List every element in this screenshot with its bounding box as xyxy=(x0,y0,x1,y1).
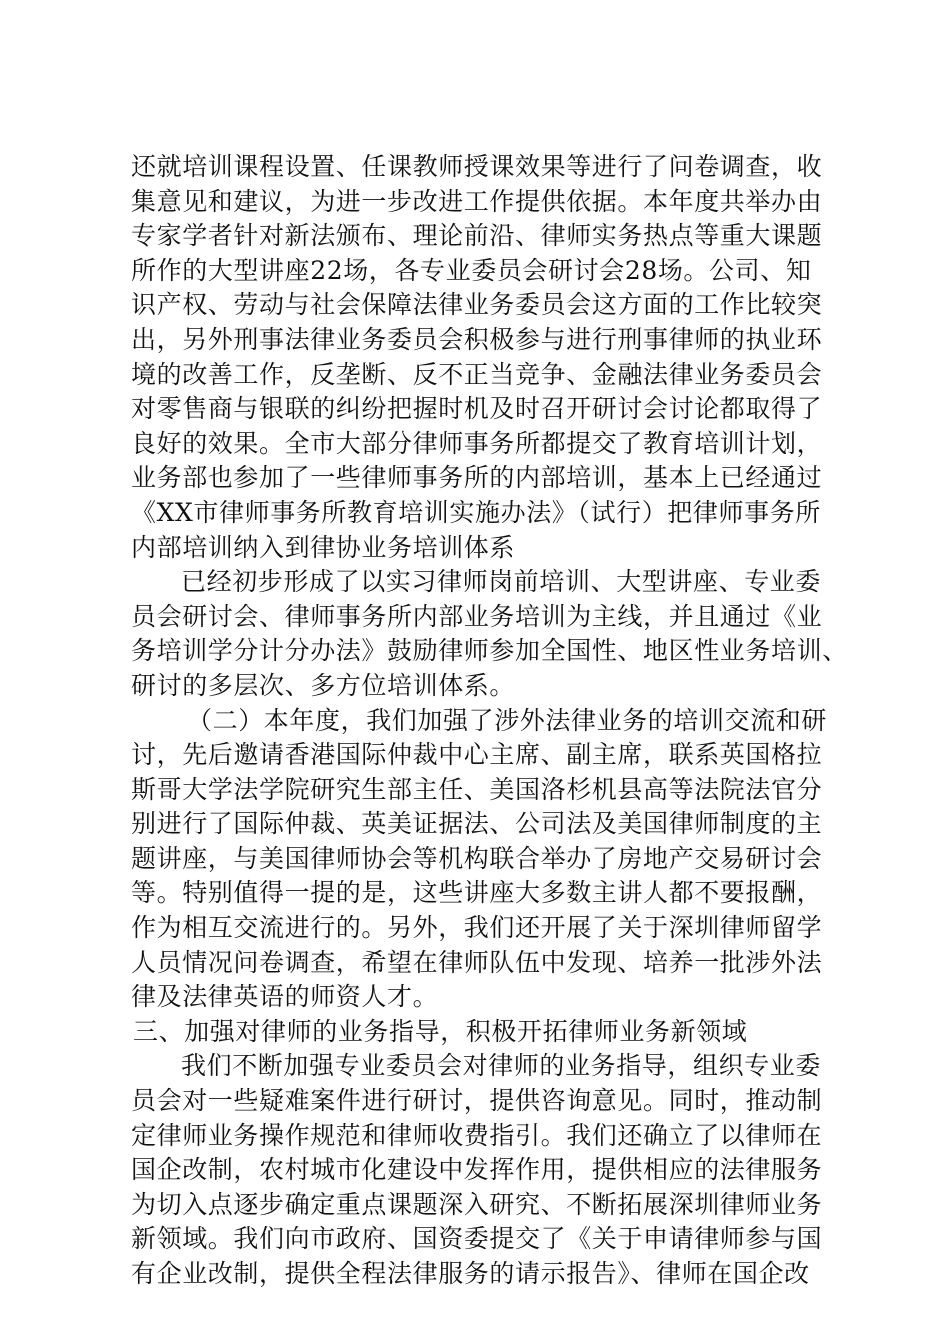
text-line: 题讲座，与美国律师协会等机构联合举办了房地产交易研讨会 xyxy=(131,843,823,873)
text-line: 出，另外刑事法律业务委员会积极参与进行刑事律师的执业环 xyxy=(131,324,823,354)
text-line: 为切入点逐步确定重点课题深入研究、不断拓展深圳律师业务 xyxy=(131,1189,823,1219)
text-line: 有企业改制，提供全程法律服务的请示报告》、律师在国企改 xyxy=(131,1259,810,1288)
text-line: 定律师业务操作规范和律师收费指引。我们还确立了以律师在 xyxy=(131,1120,823,1150)
text-line: 人员情况问卷调查，希望在律师队伍中发现、培养一批涉外法 xyxy=(131,947,823,977)
text-line: 集意见和建议，为进一步改进工作提供依据。本年度共举办由 xyxy=(131,186,823,216)
text-line: 还就培训课程设置、任课教师授课效果等进行了问卷调查，收 xyxy=(131,152,823,181)
text-line: 国企改制，农村城市化建设中发挥作用，提供相应的法律服务 xyxy=(131,1155,823,1185)
text-line: 讨，先后邀请香港国际仲裁中心主席、副主席，联系英国格拉 xyxy=(131,740,823,770)
text-line: 所作的大型讲座22场，各专业委员会研讨会28场。公司、知 xyxy=(131,255,812,285)
text-line: 研讨的多层次、多方位培训体系。 xyxy=(131,670,516,700)
paragraph-first-line: （二）本年度，我们加强了涉外法律业务的培训交流和研 xyxy=(187,705,828,735)
text-line: 律及法律英语的师资人才。 xyxy=(131,982,439,1012)
text-line: 《XX市律师事务所教育培训实施办法》（试行）把律师事务所 xyxy=(131,497,821,527)
text-line: 境的改善工作，反垄断、反不正当竞争、金融法律业务委员会 xyxy=(131,359,823,389)
text-line: 别进行了国际仲裁、英美证据法、公司法及美国律师制度的主 xyxy=(131,809,823,839)
text-line: 员会研讨会、律师事务所内部业务培训为主线，并且通过《业 xyxy=(131,601,823,631)
text-line: 识产权、劳动与社会保障法律业务委员会这方面的工作比较突 xyxy=(131,290,823,320)
text-line: 务培训学分计分办法》鼓励律师参加全国性、地区性业务培训、 xyxy=(131,636,848,666)
paragraph-first-line: 我们不断加强专业委员会对律师的业务指导，组织专业委 xyxy=(181,1051,822,1081)
text-line: 内部培训纳入到律协业务培训体系 xyxy=(131,532,516,562)
document-body xyxy=(131,150,848,1292)
text-line: 新领域。我们向市政府、国资委提交了《关于申请律师参与国 xyxy=(131,1224,823,1254)
section-heading: 三、加强对律师的业务指导，积极开拓律师业务新领域 xyxy=(133,1016,748,1046)
text-line: 斯哥大学法学院研究生部主任、美国洛杉机县高等法院法官分 xyxy=(131,774,823,804)
text-line: 良好的效果。全市大部分律师事务所都提交了教育培训计划， xyxy=(131,428,823,458)
text-line: 业务部也参加了一些律师事务所的内部培训，基本上已经通过 xyxy=(131,463,823,493)
text-line: 对零售商与银联的纠纷把握时机及时召开研讨会讨论都取得了 xyxy=(131,394,823,424)
text-line: 作为相互交流进行的。另外，我们还开展了关于深圳律师留学 xyxy=(131,913,823,943)
text-line: 专家学者针对新法颁布、理论前沿、律师实务热点等重大课题 xyxy=(131,221,823,251)
paragraph-first-line: 已经初步形成了以实习律师岗前培训、大型讲座、专业委 xyxy=(181,567,822,597)
text-line: 等。特别值得一提的是，这些讲座大多数主讲人都不要报酬， xyxy=(131,878,823,908)
text-line: 员会对一些疑难案件进行研讨，提供咨询意见。同时，推动制 xyxy=(131,1086,823,1116)
